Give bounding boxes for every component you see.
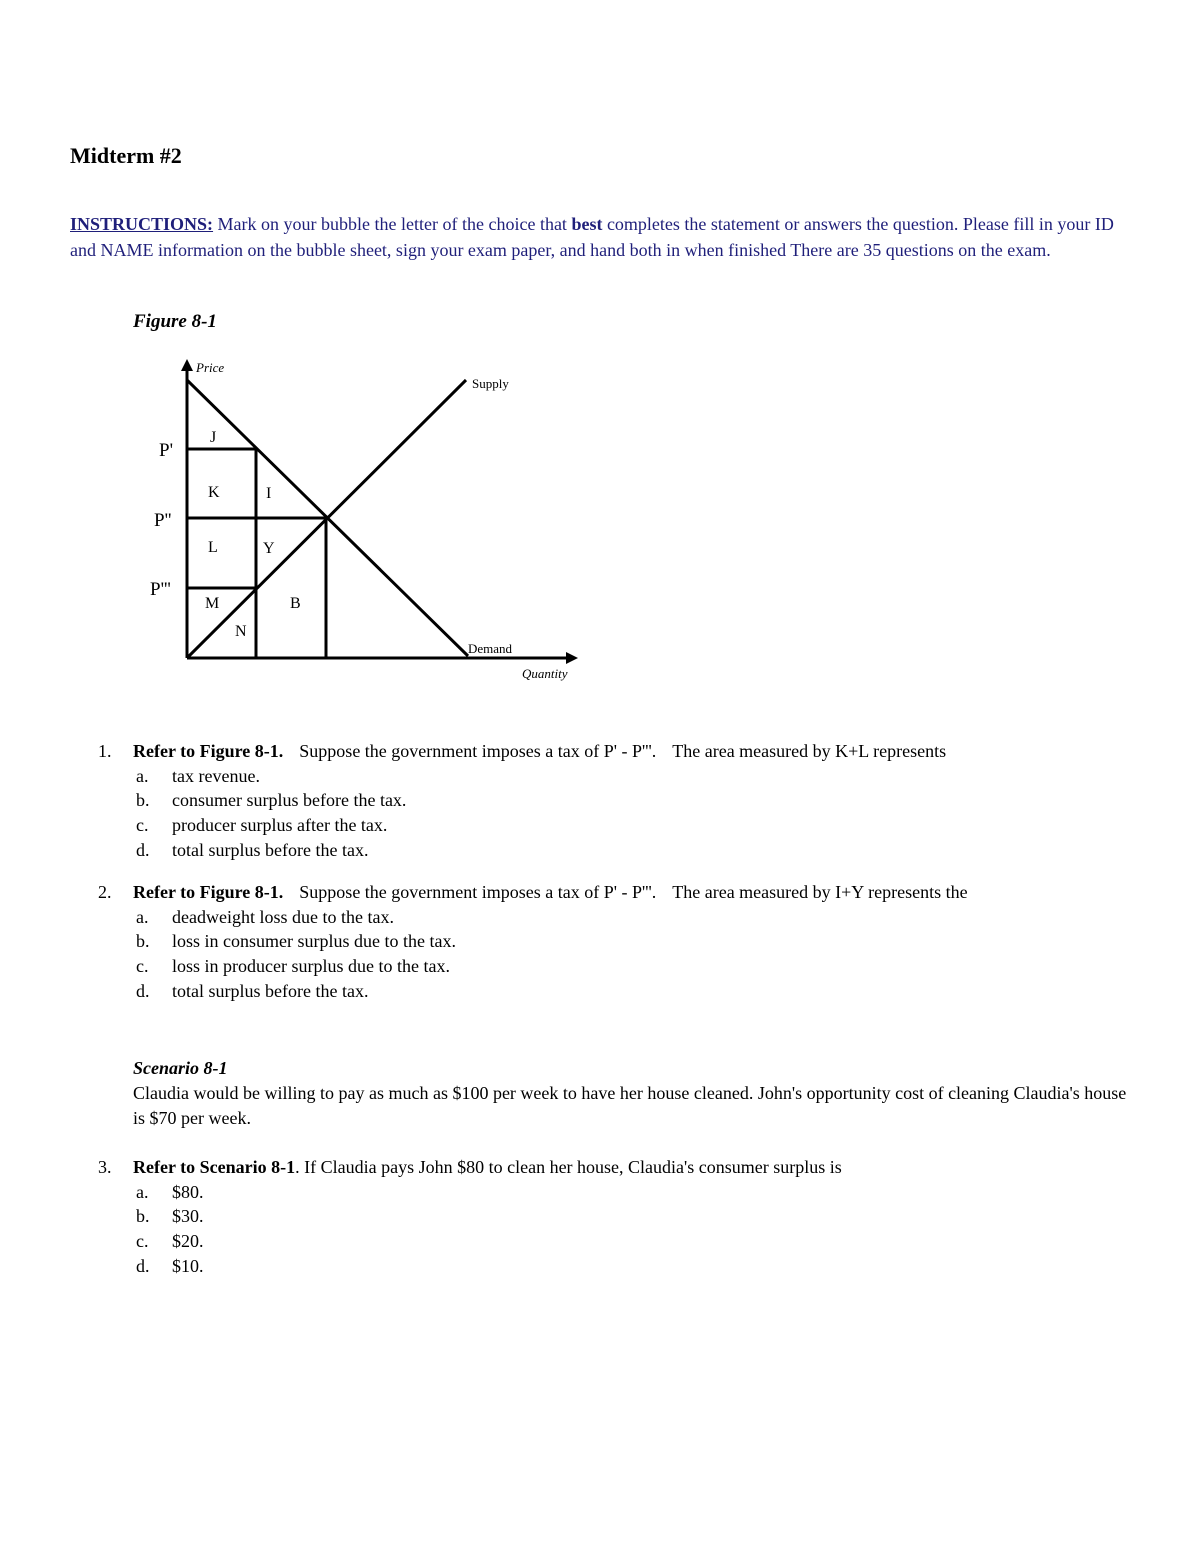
price-label-p3: P''' (150, 579, 171, 600)
demand-label: Demand (468, 641, 513, 656)
question-number: 2. (98, 882, 112, 902)
price-label-p2: P'' (154, 510, 172, 531)
area-label-y: Y (263, 540, 275, 557)
option-letter: b. (136, 931, 150, 952)
option-letter: c. (136, 1231, 149, 1252)
option-letter: d. (136, 980, 150, 1001)
answer-option[interactable] (98, 838, 1138, 863)
answer-option[interactable] (98, 813, 1138, 838)
question-stem-text: Suppose the government imposes a tax of P' - P'''. (299, 741, 657, 761)
option-text: $20. (172, 1231, 204, 1252)
area-label-n: N (235, 623, 247, 640)
answer-option[interactable] (98, 788, 1138, 813)
answer-options (98, 1180, 1138, 1279)
question-2 (98, 880, 1138, 1004)
option-letter: b. (136, 1206, 150, 1227)
supply-label: Supply (472, 376, 509, 391)
axis-y-label: Price (196, 360, 225, 375)
instructions-paragraph (70, 212, 1140, 263)
question-refer: Refer to Scenario 8-1 (133, 1157, 296, 1177)
question-refer: Refer to Figure 8-1. (133, 882, 284, 902)
answer-option[interactable] (98, 929, 1138, 954)
axis-x-label: Quantity (522, 666, 568, 681)
answer-option[interactable] (98, 1254, 1138, 1279)
question-number: 1. (98, 741, 112, 761)
option-text: loss in consumer surplus due to the tax. (172, 931, 456, 952)
question-stem (133, 880, 1138, 905)
question-1 (98, 739, 1138, 863)
option-text: total surplus before the tax. (172, 980, 369, 1001)
x-axis-arrow (566, 652, 578, 664)
option-letter: a. (136, 765, 149, 786)
option-text: deadweight loss due to the tax. (172, 906, 394, 927)
scenario-title: Scenario 8-1 (133, 1058, 228, 1078)
option-text: producer surplus after the tax. (172, 815, 388, 836)
answer-option[interactable] (98, 905, 1138, 930)
instructions-label: INSTRUCTIONS: (70, 214, 214, 234)
scenario-text: Claudia would be willing to pay as much as $100 per week to have her house cleaned. John's opportunity cost of cleaning Claudia's house is $70 per week. (133, 1083, 1127, 1128)
question-refer: Refer to Figure 8-1. (133, 741, 284, 761)
instructions-bold-word: best (571, 214, 603, 234)
option-letter: d. (136, 839, 150, 860)
option-text: loss in producer surplus due to the tax. (172, 956, 450, 977)
area-label-b: B (290, 595, 301, 612)
answer-options (98, 764, 1138, 863)
option-text: $80. (172, 1181, 204, 1202)
instructions-text-1: Mark on your bubble the letter of the choice that (213, 214, 572, 234)
option-text: tax revenue. (172, 765, 260, 786)
question-stem-text: Suppose the government imposes a tax of P' - P'''. (299, 882, 657, 902)
area-label-m: M (205, 595, 220, 612)
y-axis-arrow (181, 359, 193, 371)
question-stem (133, 739, 1138, 764)
option-letter: b. (136, 790, 150, 811)
option-letter: c. (136, 815, 149, 836)
option-text: $10. (172, 1255, 204, 1276)
question-stem (133, 1155, 1138, 1180)
answer-option[interactable] (98, 1204, 1138, 1229)
area-label-l: L (208, 539, 218, 556)
question-stem-text: . If Claudia pays John $80 to clean her house, Claudia's consumer surplus is (295, 1157, 842, 1177)
figure-title: Figure 8-1 (133, 311, 217, 332)
supply-demand-diagram (130, 345, 590, 690)
option-letter: d. (136, 1255, 150, 1276)
price-label-p1: P' (159, 440, 173, 461)
answer-options (98, 905, 1138, 1004)
area-label-k: K (208, 484, 220, 501)
exam-title: Midterm #2 (70, 143, 182, 168)
option-letter: a. (136, 906, 149, 927)
question-stem-text-2: The area measured by I+Y represents the (672, 882, 968, 902)
question-number: 3. (98, 1157, 112, 1177)
answer-option[interactable] (98, 954, 1138, 979)
option-text: $30. (172, 1206, 204, 1227)
answer-option[interactable] (98, 1229, 1138, 1254)
instructions-text-2: completes the statement or answers the question. Please fill in your ID and NAME information on the bubble sheet, sign your exam paper, and hand both in when finished There are 35 questions on the exam. (70, 214, 1114, 260)
question-stem-text-2: The area measured by K+L represents (672, 741, 947, 761)
area-label-j: J (210, 429, 217, 446)
option-letter: a. (136, 1181, 149, 1202)
option-letter: c. (136, 956, 149, 977)
option-text: total surplus before the tax. (172, 839, 369, 860)
answer-option[interactable] (98, 1180, 1138, 1205)
answer-option[interactable] (98, 979, 1138, 1004)
scenario-block (133, 1056, 1133, 1131)
answer-option[interactable] (98, 764, 1138, 789)
area-label-i: I (266, 485, 272, 502)
question-3 (98, 1155, 1138, 1279)
option-text: consumer surplus before the tax. (172, 790, 407, 811)
